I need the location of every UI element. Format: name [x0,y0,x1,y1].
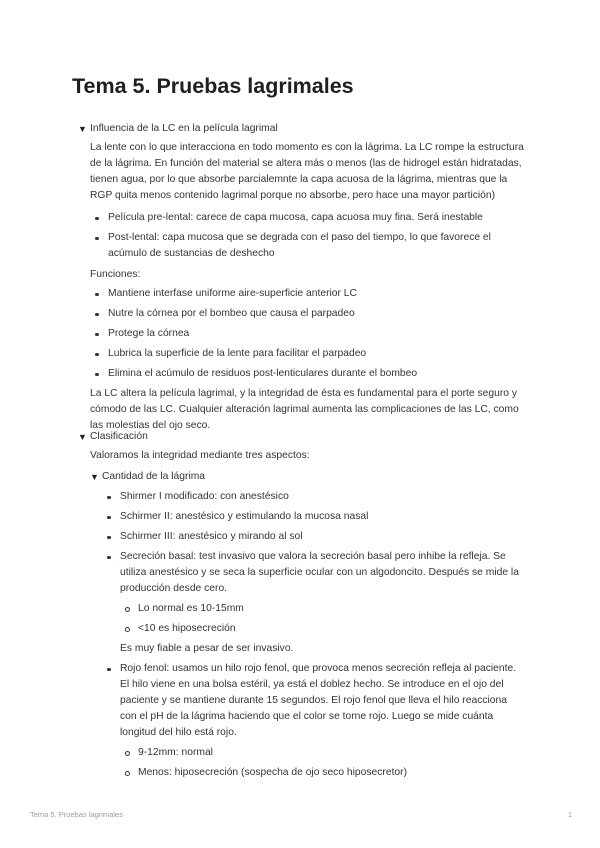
bullet-list [102,489,524,781]
list-item: Protege la córnea [90,326,524,342]
triangle-down-icon[interactable]: ▼ [78,432,87,442]
paragraph: Valoramos la integridad mediante tres aspectos: [90,450,310,461]
list-item: Shirmer I modificado: con anestésico [102,489,524,505]
paragraph: Funciones: [90,269,141,280]
list-item: Elimina el acúmulo de residuos post-lenticulares durante el bombeo [90,366,524,382]
list-item [102,661,524,781]
toggle-header-influencia[interactable] [78,121,524,137]
page-footer [30,810,572,819]
list-item-text: Secreción basal: test invasivo que valora la secreción basal pero inhibe la refleja. Se utiliza anestésico y se seca la superficie ocular con un algodoncito. Después se mide la producción desde cero. [120,551,519,594]
bullet-list [90,210,524,262]
list-item-text: Rojo fenol: usamos un hilo rojo fenol, que provoca menos secreción refleja al paciente. El hilo viene en una bolsa estéril, ya está el doblez hecho. Se introduce en el ojo del paciente y se mantiene durante 15 segundos. El rojo fenol que lleva el hilo reacciona con el pH de la lágrima haciendo que el color se torne rojo. Luego se mide cuánta longitud del hilo está rojo. [120,663,517,738]
list-item: Película pre-lental: carece de capa mucosa, capa acuosa muy fina. Será inestable [90,210,524,226]
list-item: Post-lental: capa mucosa que se degrada con el paso del tiempo, lo que favorece el acúmulo de sustancias de deshecho [90,230,524,262]
toggle-cantidad [90,469,524,781]
toggle-body-clasificacion [78,448,524,781]
list-item: Schirmer III: anestésico y mirando al sol [102,529,524,545]
triangle-down-icon[interactable]: ▼ [90,472,99,482]
bullet-list [90,286,524,382]
toggle-heading: Clasificación [90,431,148,442]
toggle-heading: Cantidad de la lágrima [102,471,206,482]
toggle-influencia [78,121,524,434]
sub-bullet-list [120,745,524,781]
list-item: Mantiene interfase uniforme aire-superficie anterior LC [90,286,524,302]
toggle-body-cantidad [90,489,524,781]
triangle-down-icon[interactable]: ▼ [78,124,87,134]
toggle-header-clasificacion[interactable] [78,429,524,445]
paragraph: La lente con lo que interacciona en todo momento es con la lágrima. La LC rompe la estructura de la lágrima. En función del material se altera más o menos (las de hidrogel están hidratadas, tienen agua, por lo que absorbe parcialemnte la capa acuosa de la lágrima, mientras que la RGP quita menos contenido lagrimal porque no absorbe, pero hace una mayor partición) [90,142,524,201]
page-number: 1 [567,810,572,819]
sub-list-item: Menos: hiposecreción (sospecha de ojo seco hiposecretor) [120,765,524,781]
sub-bullet-list [120,601,524,637]
page-title: Tema 5. Pruebas lagrimales [72,74,354,98]
toggle-heading: Influencia de la LC en la película lagrimal [90,123,278,134]
toggle-clasificacion [78,429,524,781]
toggle-header-cantidad[interactable] [90,469,524,485]
list-item: Lubrica la superficie de la lente para facilitar el parpadeo [90,346,524,362]
paragraph: La LC altera la película lagrimal, y la integridad de ésta es fundamental para el porte seguro y cómodo de las LC. Cualquier alteración lagrimal aumenta las complicaciones de las LC, como las molestias del ojo seco. [90,388,519,431]
footer-title: Tema 5. Pruebas lagrimales [30,810,123,819]
list-item: Schirmer II: anestésico y estimulando la mucosa nasal [102,509,524,525]
sub-list-item: <10 es hiposecreción [120,621,524,637]
list-item: Nutre la córnea por el bombeo que causa el parpadeo [90,306,524,322]
sub-list-item: 9-12mm: normal [120,745,524,761]
list-item [102,549,524,657]
sub-list-item: Lo normal es 10-15mm [120,601,524,617]
toggle-body-influencia [78,140,524,434]
paragraph: Es muy fiable a pesar de ser invasivo. [120,643,294,654]
